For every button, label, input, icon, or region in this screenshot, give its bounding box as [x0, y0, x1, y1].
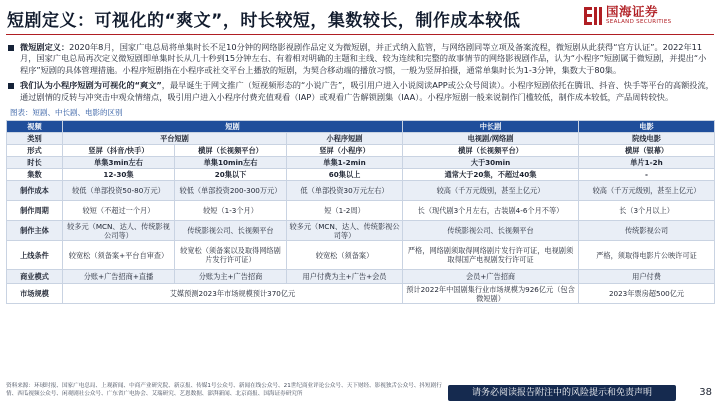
table-cell: 较高（千万元级别，甚至上亿元） [403, 181, 579, 201]
table-cell: 较宽松（须备案+平台自审查） [63, 241, 175, 270]
table-cell: 艾媒预测2023年市场规模预计370亿元 [63, 284, 403, 304]
logo-text-cn: 国海证券 [606, 4, 659, 19]
paragraph-lead: 我们认为小程序短剧为可视化的“爽文” [20, 80, 162, 91]
table-cell: 小程序短剧 [287, 133, 403, 145]
report-header [0, 0, 720, 38]
row-label: 制作周期 [7, 201, 63, 221]
table-cell: 较宽松（须备案以及取得网络剧片发行许可证） [175, 241, 287, 270]
table-header-cell: 中长剧 [403, 121, 579, 133]
bullet-square-icon [8, 83, 14, 89]
paragraph-view [6, 80, 714, 103]
table-cell: 严格，网络剧须取得网络剧片发行许可证，电视剧须取得国产电视剧发行许可证 [403, 241, 579, 270]
table-cell: 较短（1-3个月） [175, 201, 287, 221]
table-cell: 平台短剧 [63, 133, 287, 145]
disclaimer-banner: 请务必阅读报告附注中的风险提示和免责声明 [448, 385, 676, 401]
table-row [7, 221, 715, 241]
page-number: 38 [699, 387, 712, 398]
row-label: 形式 [7, 145, 63, 157]
table-row [7, 284, 715, 304]
table-cell: 较高（千万元级别，甚至上亿元） [579, 181, 715, 201]
table-cell: 长（现代剧3个月左右，古装剧4-6个月不等） [403, 201, 579, 221]
table-cell: 电视剧/网络剧 [403, 133, 579, 145]
company-logo [584, 5, 671, 26]
table-row [7, 241, 715, 270]
table-header-cell: 视频 [7, 121, 63, 133]
table-cell: 单集3min左右 [63, 157, 175, 169]
table-cell: 严格，须取得电影片公映许可证 [579, 241, 715, 270]
table-cell: 传统影视公司、长视频平台 [403, 221, 579, 241]
table-row [7, 201, 715, 221]
table-cell: 横屏（长视频平台） [175, 145, 287, 157]
table-cell: - [579, 169, 715, 181]
table-cell: 用户付费为主+广告+会员 [287, 270, 403, 284]
row-label: 时长 [7, 157, 63, 169]
table-row [7, 169, 715, 181]
row-label: 集数 [7, 169, 63, 181]
row-label: 类别 [7, 133, 63, 145]
table-row [7, 270, 715, 284]
table-cell: 较低（单部投资200-300万元） [175, 181, 287, 201]
table-row [7, 181, 715, 201]
row-label: 市场规模 [7, 284, 63, 304]
bullet-square-icon [8, 45, 14, 51]
table-cell: 分账+广告招商+直播 [63, 270, 175, 284]
table-cell: 竖屏（小程序） [287, 145, 403, 157]
comparison-table [6, 120, 715, 304]
table-cell: 较低（单部投资50-80万元） [63, 181, 175, 201]
table-row [7, 145, 715, 157]
table-cell: 较多元（MCN、达人、传统影视公司等） [63, 221, 175, 241]
table-cell: 较宽松（须备案） [287, 241, 403, 270]
source-note: 资料来源：环球时报、国家广电总局、上观新闻、中商产业研究院、新京报、传媒1号公众号、新闻在线公众号、21世纪商业评论公众号、天下财经、影视独舌公众号、抖短剧行情、西瓜视频公众号、闲观剧社公众号、广东省广电协会、艾瑞研究、艺恩数据、澎湃新闻、北京商报、国海证券研究所 [6, 383, 442, 397]
logo-text-en: SEALAND SECURITIES [606, 19, 672, 25]
table-header-cell: 短剧 [63, 121, 403, 133]
logo-icon [584, 7, 602, 25]
row-label: 上线条件 [7, 241, 63, 270]
paragraph-text: ，最早诞生于网文推广（短视频形态的“小说广告”，吸引用户进入小说阅读APP或公众号阅读）。小程序短剧依托在腾讯、抖音、快手等平台的高额投流，通过剧情的反转与冲突击中观众情绪点，吸引用户进入小程序付费充值观看（IAP）或观看广告解锁剧集（IAA）。小程序短剧一般来说制作门槛较低，制作成本较低，产品周转较快。 [20, 80, 714, 102]
row-label: 制作主体 [7, 221, 63, 241]
table-cell: 2023年票房超500亿元 [579, 284, 715, 304]
table-cell: 用户付费 [579, 270, 715, 284]
row-label: 制作成本 [7, 181, 63, 201]
page-title: 短剧定义：可视化的“爽文”，时长较短，集数较长，制作成本较低 [7, 11, 521, 31]
table-cell: 12-30集 [63, 169, 175, 181]
table-cell: 较短（不超过一个月） [63, 201, 175, 221]
table-cell: 分账为主+广告招商 [175, 270, 287, 284]
table-cell: 横屏（长视频平台） [403, 145, 579, 157]
table-row [7, 133, 715, 145]
table-cell: 大于30min [403, 157, 579, 169]
main-content [6, 42, 714, 304]
table-cell: 预计2022年中国剧集行业市场规模为926亿元（包含微短剧） [403, 284, 579, 304]
header-divider [6, 34, 714, 35]
table-header-cell: 电影 [579, 121, 715, 133]
table-cell: 通常大于20集，不超过40集 [403, 169, 579, 181]
paragraph-definition [6, 42, 714, 76]
table-cell: 20集以下 [175, 169, 287, 181]
table-cell: 低（单部投资30万元左右） [287, 181, 403, 201]
table-cell: 会员+广告招商 [403, 270, 579, 284]
table-cell: 单集10min左右 [175, 157, 287, 169]
table-cell: 传统影视公司 [579, 221, 715, 241]
paragraph-text: 2020年8月，国家广电总局将单集时长不足10分钟的网络影视剧作品定义为微短剧，并正式纳入监管，与网络剧同等立项及备案流程，微短剧从此获得“官方认证”。2022年11月，国家广电总局再次定义微短剧即单集时长从几十秒到15分钟左右、有着相对明确的主题和主线、较为连续和完整的故事情节的网络影视剧作品，认为“小程序”短剧属于微短剧，并提出“小程序”短剧的具体管理措施。小程序短剧指在小程序或社交平台上播放的短剧，为契合移动端的播放习惯，一般为竖屏拍摄，通常单集时长为1-3分钟，集数大于80集。 [20, 42, 707, 75]
table-cell: 长（3个月以上） [579, 201, 715, 221]
table-cell: 短（1-2周） [287, 201, 403, 221]
paragraph-lead: 微短剧定义： [20, 42, 70, 52]
table-cell: 横屏（银幕） [579, 145, 715, 157]
table-cell: 竖屏（抖音/快手） [63, 145, 175, 157]
table-cell: 单片1-2h [579, 157, 715, 169]
figure-title: 图表：短剧、中长剧、电影的区别 [10, 108, 123, 118]
table-row [7, 157, 715, 169]
table-header-row [7, 121, 715, 133]
table-cell: 60集以上 [287, 169, 403, 181]
table-cell: 较多元（MCN、达人、传统影视公司等） [287, 221, 403, 241]
table-cell: 院线电影 [579, 133, 715, 145]
row-label: 商业模式 [7, 270, 63, 284]
table-cell: 单集1-2min [287, 157, 403, 169]
table-cell: 传统影视公司、长视频平台 [175, 221, 287, 241]
